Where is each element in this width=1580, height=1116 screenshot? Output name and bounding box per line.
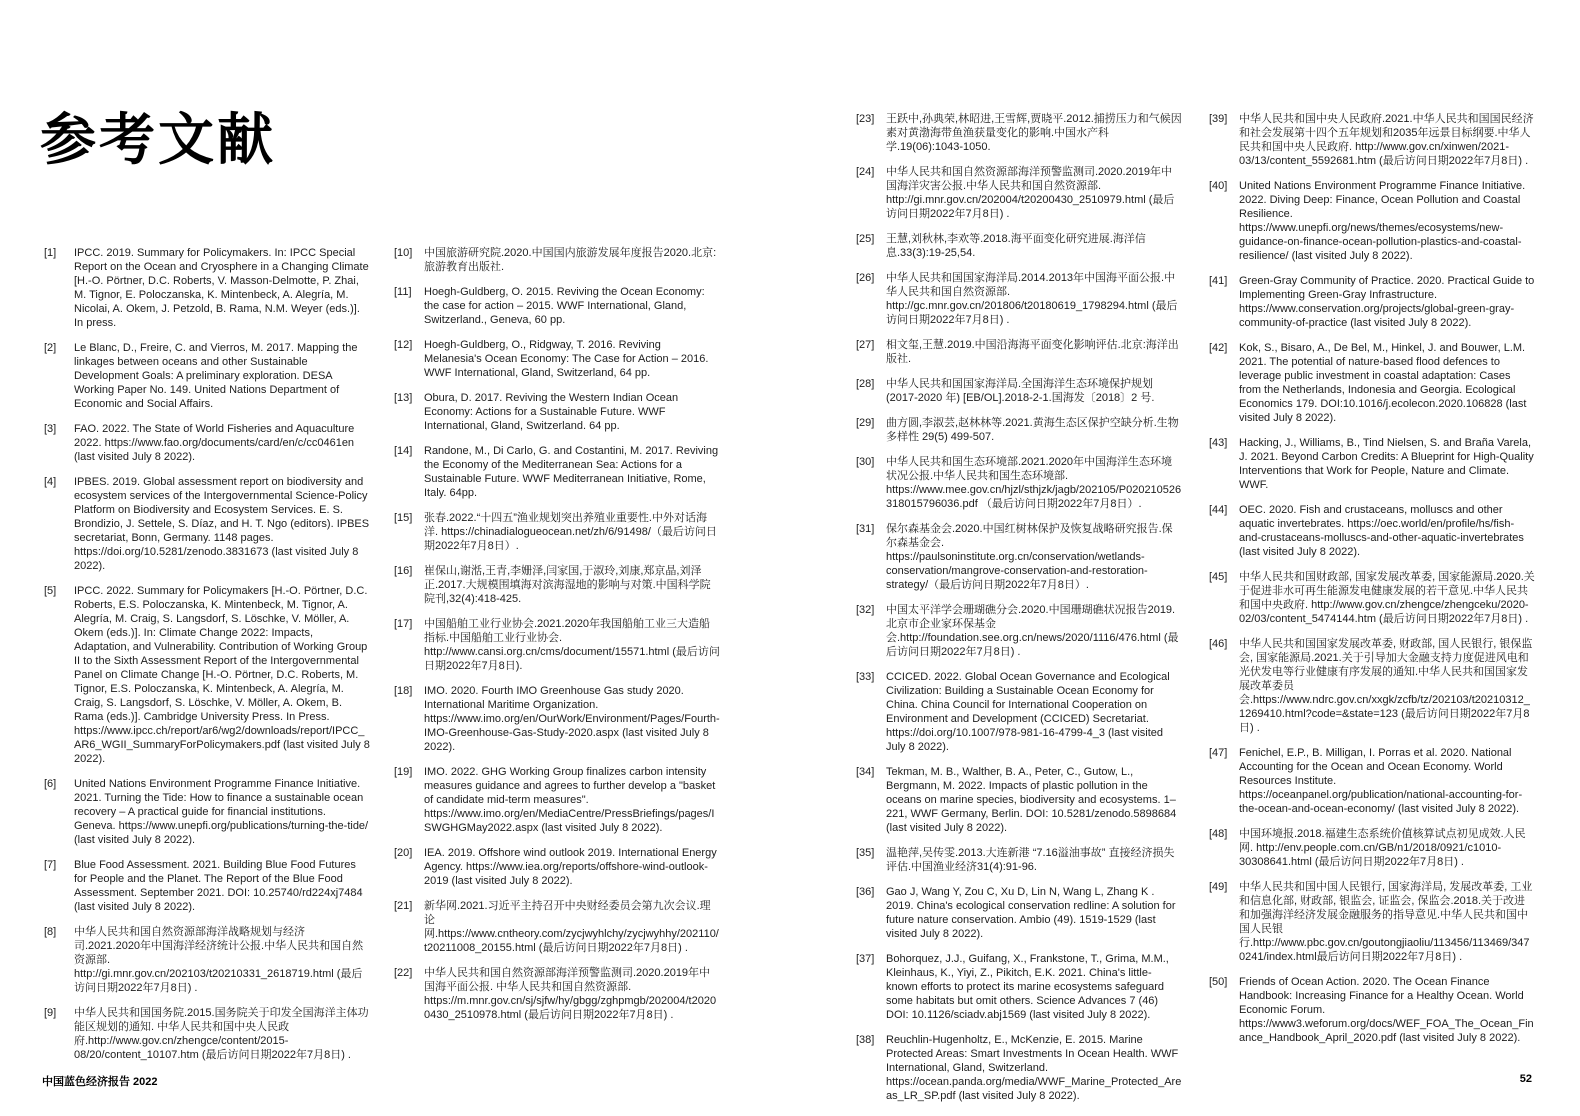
references-column-1 bbox=[44, 246, 370, 1073]
reference-item bbox=[394, 564, 720, 606]
references-column-4 bbox=[1209, 112, 1535, 1056]
reference-item bbox=[856, 1033, 1182, 1103]
reference-item bbox=[856, 952, 1182, 1022]
reference-text: 中华人民共和国国家海洋局.全国海洋生态环境保护规划 (2017-2020 年) [EB/OL].2018-2-1.国海发〔2018〕2 号. bbox=[886, 378, 1155, 404]
reference-item bbox=[856, 112, 1182, 154]
reference-number: [36] bbox=[856, 886, 875, 898]
reference-text: 中华人民共和国财政部, 国家发展改革委, 国家能源局.2020.关于促进非水可再生能源发电健康发展的若干意见.中华人民共和国中央政府. http://www.gov.cn/zhengce/zhengceku/2020-02/03/content_5474144.htm (最后访问日期2022年7月8日) . bbox=[1239, 571, 1535, 625]
reference-number: [35] bbox=[856, 847, 875, 859]
reference-text: CCICED. 2022. Global Ocean Governance and Ecological Civilization: Building a Sustainable Ocean Economy for China. China Council for International Cooperation on Environment and Development (CCICED) Secretariat. https://doi.org/10.1007/978-981-16-4799-4_3 (last visited July 8 2022). bbox=[886, 671, 1170, 753]
reference-text: Hoegh-Guldberg, O. 2015. Reviving the Ocean Economy: the case for action – 2015. WWF International, Gland, Switzerland., Geneva, 60 pp. bbox=[424, 286, 705, 326]
reference-text: Bohorquez, J.J., Guifang, X., Frankstone, T., Grima, M.M., Kleinhaus, K., Yiyi, Z., Pikitch, E.K. 2021. China's little-known efforts to protect its marine ecosystems safeguard some habitats but omit others. Science Advances 7 (46) DOI: 10.1126/sciadv.abj1569 (last visited July 8 2022). bbox=[886, 953, 1169, 1021]
reference-text: 曲方圆,李淑芸,赵林林等.2021.黄海生态区保护空缺分析.生物多样性 29(5) 499-507. bbox=[886, 417, 1179, 443]
reference-text: United Nations Environment Programme Finance Initiative. 2021. Turning the Tide: How to finance a sustainable ocean recovery – A practical guide for financial institutions. Geneva. https://www.unepfi.org/publications/turning-the-tide/ (last visited July 8 2022). bbox=[74, 778, 369, 846]
reference-text: 中国船舶工业行业协会.2021.2020年我国船舶工业三大造船指标.中国船舶工业行业协会. http://www.cansi.org.cn/cms/document/15571.html (最后访问日期2022年7月8日). bbox=[424, 618, 720, 672]
reference-number: [37] bbox=[856, 953, 875, 965]
reference-item bbox=[44, 858, 370, 914]
footer-report-title: 中国蓝色经济报告 2022 bbox=[42, 1076, 158, 1088]
reference-text: 中华人民共和国自然资源部海洋预警监测司.2020.2019年中国海平面公报. 中华人民共和国自然资源部. https://m.mnr.gov.cn/sj/sjfw/hy/gbgg/zghpmgb/202004/t20200430_2510978.html (最后访问日期2022年7月8日) . bbox=[424, 967, 717, 1021]
reference-number: [10] bbox=[394, 247, 413, 259]
reference-number: [40] bbox=[1209, 180, 1228, 192]
reference-item bbox=[394, 899, 720, 955]
reference-number: [46] bbox=[1209, 638, 1228, 650]
reference-number: [24] bbox=[856, 166, 875, 178]
references-column-2 bbox=[394, 246, 720, 1033]
reference-number: [18] bbox=[394, 685, 413, 697]
reference-text: Hacking, J., Williams, B., Tind Nielsen, S. and Braña Varela, J. 2021. Beyond Carbon Credits: A Blueprint for High-Quality Interventions that Work for People, Nature and Climate. WWF. bbox=[1239, 437, 1534, 491]
reference-item bbox=[856, 377, 1182, 405]
reference-item bbox=[44, 925, 370, 995]
reference-item bbox=[44, 341, 370, 411]
page-title: 参考文献 bbox=[40, 108, 276, 171]
reference-item bbox=[1209, 503, 1535, 559]
reference-item bbox=[856, 846, 1182, 874]
reference-item bbox=[1209, 274, 1535, 330]
reference-item bbox=[1209, 112, 1535, 168]
reference-item bbox=[1209, 637, 1535, 735]
reference-text: IMO. 2020. Fourth IMO Greenhouse Gas study 2020. International Maritime Organization. https://www.imo.org/en/OurWork/Environment/Pages/Fourth-IMO-Greenhouse-Gas-Study-2020.aspx (last visited July 8 2022). bbox=[424, 685, 720, 753]
reference-text: IPCC. 2022. Summary for Policymakers [H.-O. Pörtner, D.C. Roberts, E.S. Poloczanska, K. Mintenbeck, M. Tignor, A. Alegría, M. Craig, S. Langsdorf, S. Löschke, V. Möller, A. Okem (eds.)]. In: Climate Change 2022: Impacts, Adaptation, and Vulnerability. Contribution of Working Group II to the Sixth Assessment Report of the Intergovernmental Panel on Climate Change [H.-O. Pörtner, D.C. Roberts, M. Tignor, E.S. Poloczanska, K. Mintenbeck, A. Alegría, M. Craig, S. Langsdorf, S. Löschke, V. Möller, A. Okem, B. Rama (eds.)]. Cambridge University Press. In Press. https://www.ipcc.ch/report/ar6/wg2/downloads/report/IPCC_AR6_WGII_SummaryForPolicymakers.pdf (last visited July 8 2022). bbox=[74, 585, 370, 765]
reference-text: 中国旅游研究院.2020.中国国内旅游发展年度报告2020.北京:旅游教育出版社. bbox=[424, 247, 717, 273]
reference-item bbox=[394, 684, 720, 754]
reference-text: 中国太平洋学会珊瑚礁分会.2020.中国珊瑚礁状况报告2019.北京市企业家环保基金会.http://foundation.see.org.cn/news/2020/1116/476.html (最后访问日期2022年7月8日) . bbox=[886, 604, 1179, 658]
reference-item bbox=[856, 416, 1182, 444]
reference-text: 中华人民共和国国务院.2015.国务院关于印发全国海洋主体功能区规划的通知. 中华人民共和国中央人民政府.http://www.gov.cn/zhengce/content/2015-08/20/content_10107.htm (最后访问日期2022年7月8日) . bbox=[74, 1007, 369, 1061]
reference-item bbox=[44, 1006, 370, 1062]
reference-number: [17] bbox=[394, 618, 413, 630]
reference-text: 中华人民共和国生态环境部.2021.2020年中国海洋生态环境状况公报.中华人民共和国生态环境部. https://www.mee.gov.cn/hjzl/sthjzk/jagb/202105/P020210526318015796036.pdf （最后访问日期2022年7月8日）. bbox=[886, 456, 1182, 510]
reference-number: [9] bbox=[44, 1007, 57, 1019]
reference-number: [20] bbox=[394, 847, 413, 859]
reference-item bbox=[44, 777, 370, 847]
reference-number: [34] bbox=[856, 766, 875, 778]
reference-text: OEC. 2020. Fish and crustaceans, molluscs and other aquatic invertebrates. https://oec.world/en/profile/hs/fish-and-crustaceans-molluscs-and-other-aquatic-invertebrates (last visited July 8 2022). bbox=[1239, 504, 1524, 558]
reference-number: [31] bbox=[856, 523, 875, 535]
reference-number: [48] bbox=[1209, 828, 1228, 840]
reference-text: IEA. 2019. Offshore wind outlook 2019. International Energy Agency. https://www.iea.org/reports/offshore-wind-outlook-2019 (last visited July 8 2022). bbox=[424, 847, 717, 887]
reference-item bbox=[394, 765, 720, 835]
reference-item bbox=[1209, 179, 1535, 263]
reference-text: Gao J, Wang Y, Zou C, Xu D, Lin N, Wang L, Zhang K . 2019. China's ecological conservation redline: A solution for future nature conservation. Ambio (49). 1519-1529 (last visited July 8 2022). bbox=[886, 886, 1176, 940]
reference-text: 中华人民共和国国家发展改革委, 财政部, 国人民银行, 银保监会, 国家能源局.2021.关于引导加大金融支持力度促进风电和光伏发电等行业健康有序发展的通知.中华人民共和国国家发展改革委员会.https://www.ndrc.gov.cn/xxgk/zcfb/tz/202103/t20210312_1269410.html?code=&state=123 (最后访问日期2022年7月8日) . bbox=[1239, 638, 1533, 734]
reference-item bbox=[1209, 880, 1535, 964]
reference-item bbox=[394, 285, 720, 327]
reference-item bbox=[394, 391, 720, 433]
reference-text: 中国环境报.2018.福建生态系统价值核算试点初见成效.人民网. http://env.people.com.cn/GB/n1/2018/0921/c1010-30308641.html (最后访问日期2022年7月8日) . bbox=[1239, 828, 1526, 868]
reference-item bbox=[394, 444, 720, 500]
reference-text: Reuchlin-Hugenholtz, E., McKenzie, E. 2015. Marine Protected Areas: Smart Investments In Ocean Health. WWF International, Gland, Switzerland. https://ocean.panda.org/media/WWF_Marine_Protected_Areas_LR_SP.pdf (last visited July 8 2022). bbox=[886, 1034, 1182, 1102]
reference-number: [26] bbox=[856, 272, 875, 284]
reference-text: IMO. 2022. GHG Working Group finalizes carbon intensity measures guidance and agrees to further develop a "basket of candidate mid-term measures". https://www.imo.org/en/MediaCentre/PressBriefings/pages/ISWGHGMay2022.aspx (last visited July 8 2022). bbox=[424, 766, 716, 834]
reference-text: 中华人民共和国国家海洋局.2014.2013年中国海平面公报.中华人民共和国自然资源部. http://gc.mnr.gov.cn/201806/t20180619_1798294.html (最后访问日期2022年7月8日) . bbox=[886, 272, 1178, 326]
reference-number: [45] bbox=[1209, 571, 1228, 583]
reference-item bbox=[394, 617, 720, 673]
reference-text: Le Blanc, D., Freire, C. and Vierros, M. 2017. Mapping the linkages between oceans and other Sustainable Development Goals: A preliminary exploration. DESA Working Paper No. 149. United Nations Department of Economic and Social Affairs. bbox=[74, 342, 358, 410]
reference-number: [23] bbox=[856, 113, 875, 125]
reference-item bbox=[856, 338, 1182, 366]
reference-text: Blue Food Assessment. 2021. Building Blue Food Futures for People and the Planet. The Report of the Blue Food Assessment. September 2021. DOI: 10.25740/rd224xj7484 (last visited July 8 2022). bbox=[74, 859, 363, 913]
reference-text: United Nations Environment Programme Finance Initiative. 2022. Diving Deep: Finance, Ocean Pollution and Coastal Resilience. https://www.unepfi.org/news/themes/ecosystems/new-guidance-on-finance-ocean-pollution-plastics-and-coastal-resilience/ (last visited July 8 2022). bbox=[1239, 180, 1526, 262]
reference-number: [12] bbox=[394, 339, 413, 351]
reference-item bbox=[856, 165, 1182, 221]
reference-item bbox=[394, 338, 720, 380]
reference-number: [13] bbox=[394, 392, 413, 404]
reference-text: Kok, S., Bisaro, A., De Bel, M., Hinkel, J. and Bouwer, L.M. 2021. The potential of nature-based flood defences to leverage public investment in coastal adaptation: Cases from the Netherlands, Indonesia and Georgia. Ecological Economics 179. DOI:10.1016/j.ecolecon.2020.106828 (last visited July 8 2022). bbox=[1239, 342, 1527, 424]
reference-number: [44] bbox=[1209, 504, 1228, 516]
reference-text: 保尔森基金会.2020.中国红树林保护及恢复战略研究报告.保尔森基金会. https://paulsoninstitute.org.cn/conservation/wetlands-conservation/mangrove-conservation-and-restoration-strategy/（最后访问日期2022年7月8日）. bbox=[886, 523, 1173, 591]
reference-number: [49] bbox=[1209, 881, 1228, 893]
reference-item bbox=[856, 271, 1182, 327]
reference-number: [28] bbox=[856, 378, 875, 390]
reference-number: [25] bbox=[856, 233, 875, 245]
reference-item bbox=[856, 765, 1182, 835]
reference-number: [47] bbox=[1209, 747, 1228, 759]
reference-text: 崔保山,谢湉,王青,李姗泽,闫家国,于淑玲,刘康,郑京晶,刘泽正.2017.大规模围填海对滨海湿地的影响与对策.中国科学院院刊,32(4):418-425. bbox=[424, 565, 711, 605]
reference-text: 相文玺,王慧.2019.中国沿海海平面变化影响评估.北京:海洋出版社. bbox=[886, 339, 1179, 365]
reference-item bbox=[394, 966, 720, 1022]
reference-number: [15] bbox=[394, 512, 413, 524]
reference-text: Tekman, M. B., Walther, B. A., Peter, C., Gutow, L., Bergmann, M. 2022. Impacts of plastic pollution in the oceans on marine species, biodiversity and ecosystems. 1–221, WWF Germany, Berlin. DOI: 10.5281/zenodo.5898684 (last visited July 8 2022). bbox=[886, 766, 1177, 834]
reference-item bbox=[856, 455, 1182, 511]
reference-item bbox=[856, 603, 1182, 659]
page-number: 52 bbox=[1519, 1073, 1532, 1085]
reference-item bbox=[1209, 746, 1535, 816]
reference-number: [41] bbox=[1209, 275, 1228, 287]
reference-number: [8] bbox=[44, 926, 57, 938]
reference-number: [29] bbox=[856, 417, 875, 429]
reference-number: [2] bbox=[44, 342, 57, 354]
reference-text: 中华人民共和国自然资源部海洋战略规划与经济司.2021.2020年中国海洋经济统计公报.中华人民共和国自然资源部. http://gi.mnr.gov.cn/202103/t20210331_2618719.html (最后访问日期2022年7月8日) . bbox=[74, 926, 364, 994]
reference-text: 中华人民共和国中央人民政府.2021.中华人民共和国国民经济和社会发展第十四个五年规划和2035年远景目标纲要.中华人民共和国中央人民政府. http://www.gov.cn/xinwen/2021-03/13/content_5592681.htm (最后访问日期2022年7月8日) . bbox=[1239, 113, 1534, 167]
reference-item bbox=[44, 422, 370, 464]
reference-item bbox=[856, 232, 1182, 260]
reference-text: 王慧,刘秋林,李欢等.2018.海平面变化研究进展.海洋信息.33(3):19-25,54. bbox=[886, 233, 1146, 259]
reference-text: 新华网.2021.习近平主持召开中央财经委员会第九次会议.理论网.https://www.cntheory.com/zycjwyhlchy/zycjwyhhy/202110/t20211008_20155.html (最后访问日期2022年7月8日) . bbox=[424, 900, 719, 954]
reference-number: [6] bbox=[44, 778, 57, 790]
reference-number: [19] bbox=[394, 766, 413, 778]
reference-item bbox=[1209, 436, 1535, 492]
reference-number: [33] bbox=[856, 671, 875, 683]
reference-number: [43] bbox=[1209, 437, 1228, 449]
reference-text: Hoegh-Guldberg, O., Ridgway, T. 2016. Reviving Melanesia's Ocean Economy: The Case for Action – 2016. WWF International, Gland, Switzerland, 64 pp. bbox=[424, 339, 709, 379]
reference-item bbox=[1209, 975, 1535, 1045]
reference-number: [16] bbox=[394, 565, 413, 577]
reference-text: Randone, M., Di Carlo, G. and Costantini, M. 2017. Reviving the Economy of the Mediterranean Sea: Actions for a Sustainable Future. WWF Mediterranean Initiative, Rome, Italy. 64pp. bbox=[424, 445, 719, 499]
reference-text: 张春.2022.“十四五”渔业规划突出养殖业重要性.中外对话海洋. https://chinadialogueocean.net/zh/6/91498/（最后访问日期2022年7月8日）. bbox=[424, 512, 717, 552]
reference-item bbox=[44, 475, 370, 573]
reference-item bbox=[1209, 827, 1535, 869]
reference-text: IPCC. 2019. Summary for Policymakers. In: IPCC Special Report on the Ocean and Cryosphere in a Changing Climate [H.-O. Pörtner, D.C. Roberts, V. Masson-Delmotte, P. Zhai, M. Tignor, E. Poloczanska, K. Mintenbeck, A. Alegría, M. Nicolai, A. Okem, J. Petzold, B. Rama, N.M. Weyer (eds.)]. In press. bbox=[74, 247, 369, 329]
reference-text: 中华人民共和国中国人民银行, 国家海洋局, 发展改革委, 工业和信息化部, 财政部, 银监会, 证监会, 保监会.2018.关于改进和加强海洋经济发展金融服务的指导意见.中华人民共和国中国人民银行.http://www.pbc.gov.cn/goutongjiaoliu/113456/113469/3470241/index.html最后访问日期2022年7月8日) . bbox=[1239, 881, 1533, 963]
reference-number: [30] bbox=[856, 456, 875, 468]
reference-number: [4] bbox=[44, 476, 57, 488]
reference-text: Friends of Ocean Action. 2020. The Ocean Finance Handbook: Increasing Finance for a Healthy Ocean. World Economic Forum. https://www3.weforum.org/docs/WEF_FOA_The_Ocean_Finance_Handbook_April_2020.pdf (last visited July 8 2022). bbox=[1239, 976, 1534, 1044]
reference-item bbox=[394, 511, 720, 553]
reference-item bbox=[394, 846, 720, 888]
reference-text: 王跃中,孙典荣,林昭进,王雪辉,贾晓平.2012.捕捞压力和气候因素对黄渤海带鱼渔获量变化的影响.中国水产科学.19(06):1043-1050. bbox=[886, 113, 1182, 153]
reference-number: [39] bbox=[1209, 113, 1228, 125]
reference-item bbox=[856, 522, 1182, 592]
reference-item bbox=[1209, 341, 1535, 425]
reference-number: [42] bbox=[1209, 342, 1228, 354]
reference-text: 中华人民共和国自然资源部海洋预警监测司.2020.2019年中国海洋灾害公报.中华人民共和国自然资源部. http://gi.mnr.gov.cn/202004/t20200430_2510979.html (最后访问日期2022年7月8日) . bbox=[886, 166, 1175, 220]
reference-number: [32] bbox=[856, 604, 875, 616]
reference-item bbox=[1209, 570, 1535, 626]
reference-text: IPBES. 2019. Global assessment report on biodiversity and ecosystem services of the Intergovernmental Science-Policy Platform on Biodiversity and Ecosystem Services. E. S. Brondizio, J. Settele, S. Díaz, and H. T. Ngo (editors). IPBES secretariat, Bonn, Germany. 1148 pages. https://doi.org/10.5281/zenodo.3831673 (last visited July 8 2022). bbox=[74, 476, 370, 572]
reference-number: [27] bbox=[856, 339, 875, 351]
reference-item bbox=[44, 584, 370, 766]
reference-text: 温艳萍,吴传雯.2013.大连新港 “7.16溢油事故” 直接经济损失评估.中国渔业经济31(4):91-96. bbox=[886, 847, 1175, 873]
reference-number: [5] bbox=[44, 585, 57, 597]
reference-text: Green-Gray Community of Practice. 2020. Practical Guide to Implementing Green-Gray Infrastructure. https://www.conservation.org/projects/global-green-gray-community-of-practice (last visited July 8 2022). bbox=[1239, 275, 1535, 329]
reference-number: [1] bbox=[44, 247, 57, 259]
reference-item bbox=[856, 670, 1182, 754]
references-column-3 bbox=[856, 112, 1182, 1114]
reference-text: FAO. 2022. The State of World Fisheries and Aquaculture 2022. https://www.fao.org/documents/card/en/c/cc0461en (last visited July 8 2022). bbox=[74, 423, 355, 463]
reference-number: [50] bbox=[1209, 976, 1228, 988]
reference-number: [22] bbox=[394, 967, 413, 979]
reference-item bbox=[856, 885, 1182, 941]
reference-number: [21] bbox=[394, 900, 413, 912]
reference-text: Obura, D. 2017. Reviving the Western Indian Ocean Economy: Actions for a Sustainable Future. WWF International, Gland, Switzerland. 64 pp. bbox=[424, 392, 679, 432]
reference-text: Fenichel, E.P., B. Milligan, I. Porras et al. 2020. National Accounting for the Ocean and Ocean Economy. World Resources Institute. https://oceanpanel.org/publication/national-accounting-for-the-ocean-and-ocean-economy/ (last visited July 8 2022). bbox=[1239, 747, 1523, 815]
reference-number: [38] bbox=[856, 1034, 875, 1046]
reference-item bbox=[44, 246, 370, 330]
reference-number: [7] bbox=[44, 859, 57, 871]
reference-item bbox=[394, 246, 720, 274]
reference-number: [3] bbox=[44, 423, 57, 435]
reference-number: [11] bbox=[394, 286, 412, 298]
reference-number: [14] bbox=[394, 445, 413, 457]
